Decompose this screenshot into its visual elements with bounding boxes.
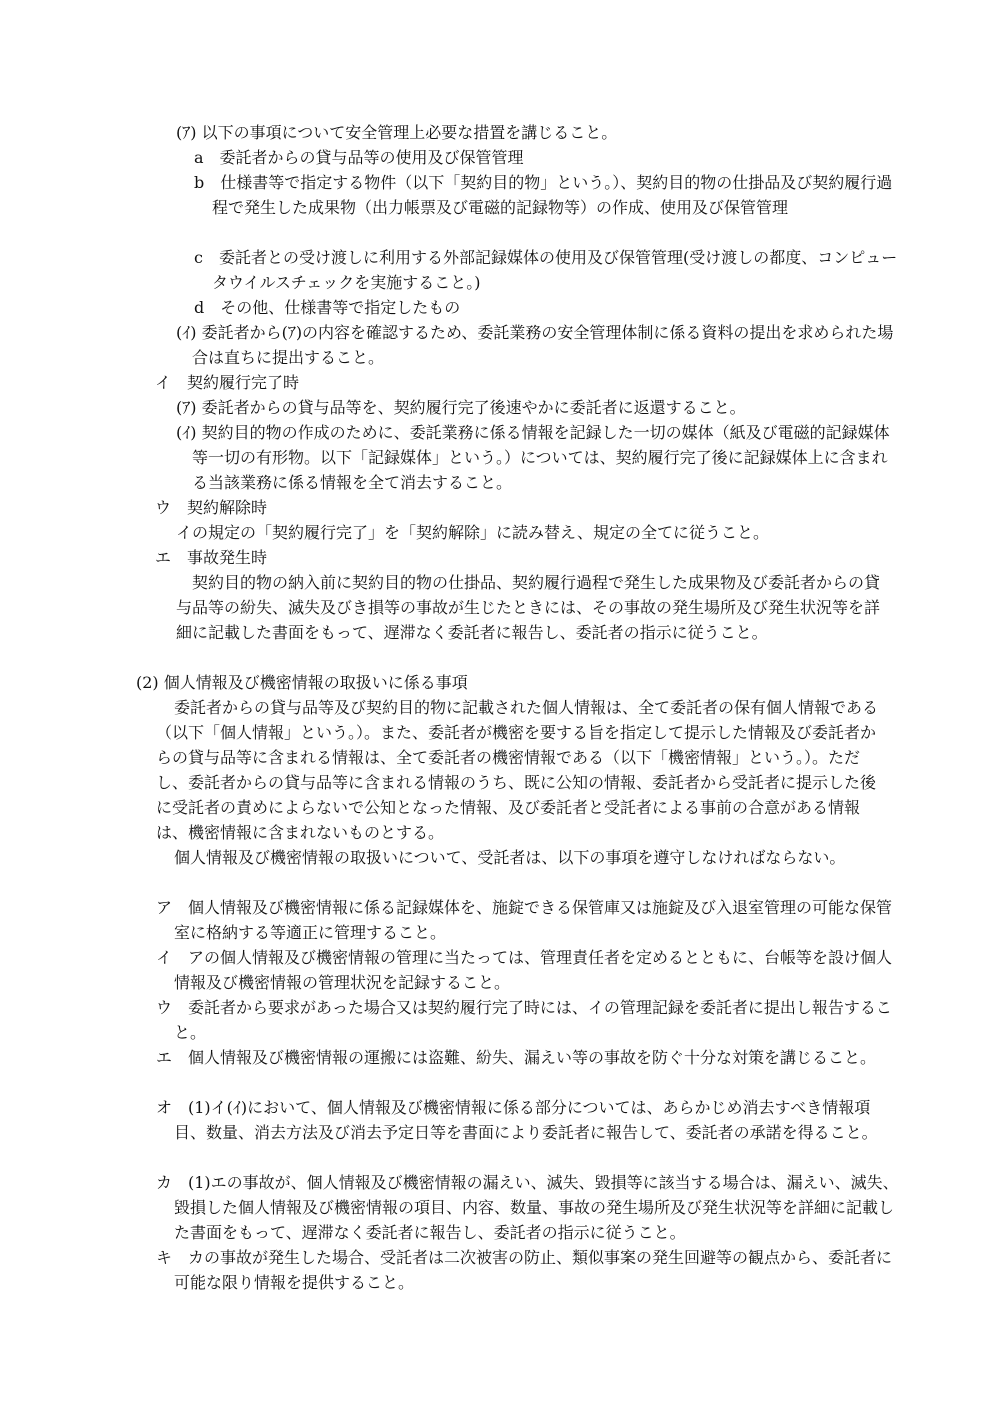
- section-2-para-2: 個人情報及び機密情報の取扱いについて、受託者は、以下の事項を遵守しなければならない。: [174, 848, 846, 867]
- section-2-item-e: エ 個人情報及び機密情報の運搬には盗難、紛失、漏えい等の事故を防ぐ十分な対策を講じること。: [156, 1048, 877, 1067]
- heading-accident: エ 事故発生時: [155, 548, 268, 567]
- item-a7-sub-d: d その他、仕様書等で指定したもの: [194, 298, 461, 317]
- section-2-title: (2) 個人情報及び機密情報の取扱いに係る事項: [136, 673, 468, 692]
- item-i8: (ｲ) 契約目的物の作成のために、委託業務に係る情報を記録した一切の媒体（紙及び電磁的記録媒体等一切の有形物。以下「記録媒体」という。）については、契約履行完了後に記録媒体上に含まれる当該業務に係る情報を全て消去すること。: [176, 423, 890, 492]
- text-termination: イの規定の「契約履行完了」を「契約解除」に読み替え、規定の全てに従うこと。: [176, 523, 769, 542]
- item-a7-sub-b: b 仕様書等で指定する物件（以下「契約目的物」という。）、契約目的物の仕掛品及び契約履行過程で発生した成果物（出力帳票及び電磁的記録物等）の作成、使用及び保管管理: [194, 173, 893, 217]
- item-a7-heading: (ｱ) 以下の事項について安全管理上必要な措置を講じること。: [176, 123, 618, 142]
- text-accident: 契約目的物の納入前に契約目的物の仕掛品、契約履行過程で発生した成果物及び委託者からの貸与品等の紛失、滅失及びき損等の事故が生じたときには、その事故の発生場所及び発生状況等を詳細に記載した書面をもって、遅滞なく委託者に報告し、委託者の指示に従うこと。: [176, 573, 881, 642]
- item-a8: (ｲ) 委託者から(ｱ)の内容を確認するため、委託業務の安全管理体制に係る資料の提出を求められた場合は直ちに提出すること。: [176, 323, 894, 367]
- section-2-item-u: ウ 委託者から要求があった場合又は契約履行完了時には、イの管理記録を委託者に提出し報告すること。: [156, 998, 892, 1042]
- item-a7-sub-c: c 委託者との受け渡しに利用する外部記録媒体の使用及び保管管理(受け渡しの都度、コンピュータウイルスチェックを実施すること。): [194, 248, 898, 292]
- section-2-item-a: ア 個人情報及び機密情報に係る記録媒体を、施錠できる保管庫又は施錠及び入退室管理の可能な保管室に格納する等適正に管理すること。: [156, 898, 893, 942]
- section-2-item-o: オ (1)イ(ｲ)において、個人情報及び機密情報に係る部分については、あらかじめ消去すべき情報項目、数量、消去方法及び消去予定日等を書面により委託者に報告して、委託者の承諾を得ること。: [156, 1098, 878, 1142]
- item-i7: (ｱ) 委託者からの貸与品等を、契約履行完了後速やかに委託者に返還すること。: [176, 398, 746, 417]
- section-2-item-i: イ アの個人情報及び機密情報の管理に当たっては、管理責任者を定めるとともに、台帳等を設け個人情報及び機密情報の管理状況を記録すること。: [156, 948, 893, 992]
- section-2-para-1: 委託者からの貸与品等及び契約目的物に記載された個人情報は、全て委託者の保有個人情報である（以下「個人情報」という。）。また、委託者が機密を要する旨を指定して提示した情報及び委託者からの貸与品等に含まれる情報は、全て委託者の機密情報である（以下「機密情報」という。）。ただし、委託者からの貸与品等に含まれる情報のうち、既に公知の情報、委託者から受託者に提示した後に受託者の責めによらないで公知となった情報、及び委託者と受託者による事前の合意がある情報は、機密情報に含まれないものとする。: [156, 698, 879, 842]
- heading-completion: イ 契約履行完了時: [155, 373, 300, 392]
- item-a7-sub-a: a 委託者からの貸与品等の使用及び保管管理: [194, 148, 524, 167]
- heading-termination: ウ 契約解除時: [155, 498, 268, 517]
- section-2-item-ka: カ (1)エの事故が、個人情報及び機密情報の漏えい、滅失、毀損等に該当する場合は、漏えい、滅失、毀損した個人情報及び機密情報の項目、内容、数量、事故の発生場所及び発生状況等を詳細に記載した書面をもって、遅滞なく委託者に報告し、委託者の指示に従うこと。: [156, 1173, 899, 1242]
- section-2-item-ki: キ カの事故が発生した場合、受託者は二次被害の防止、類似事案の発生回避等の観点から、委託者に可能な限り情報を提供すること。: [156, 1248, 893, 1292]
